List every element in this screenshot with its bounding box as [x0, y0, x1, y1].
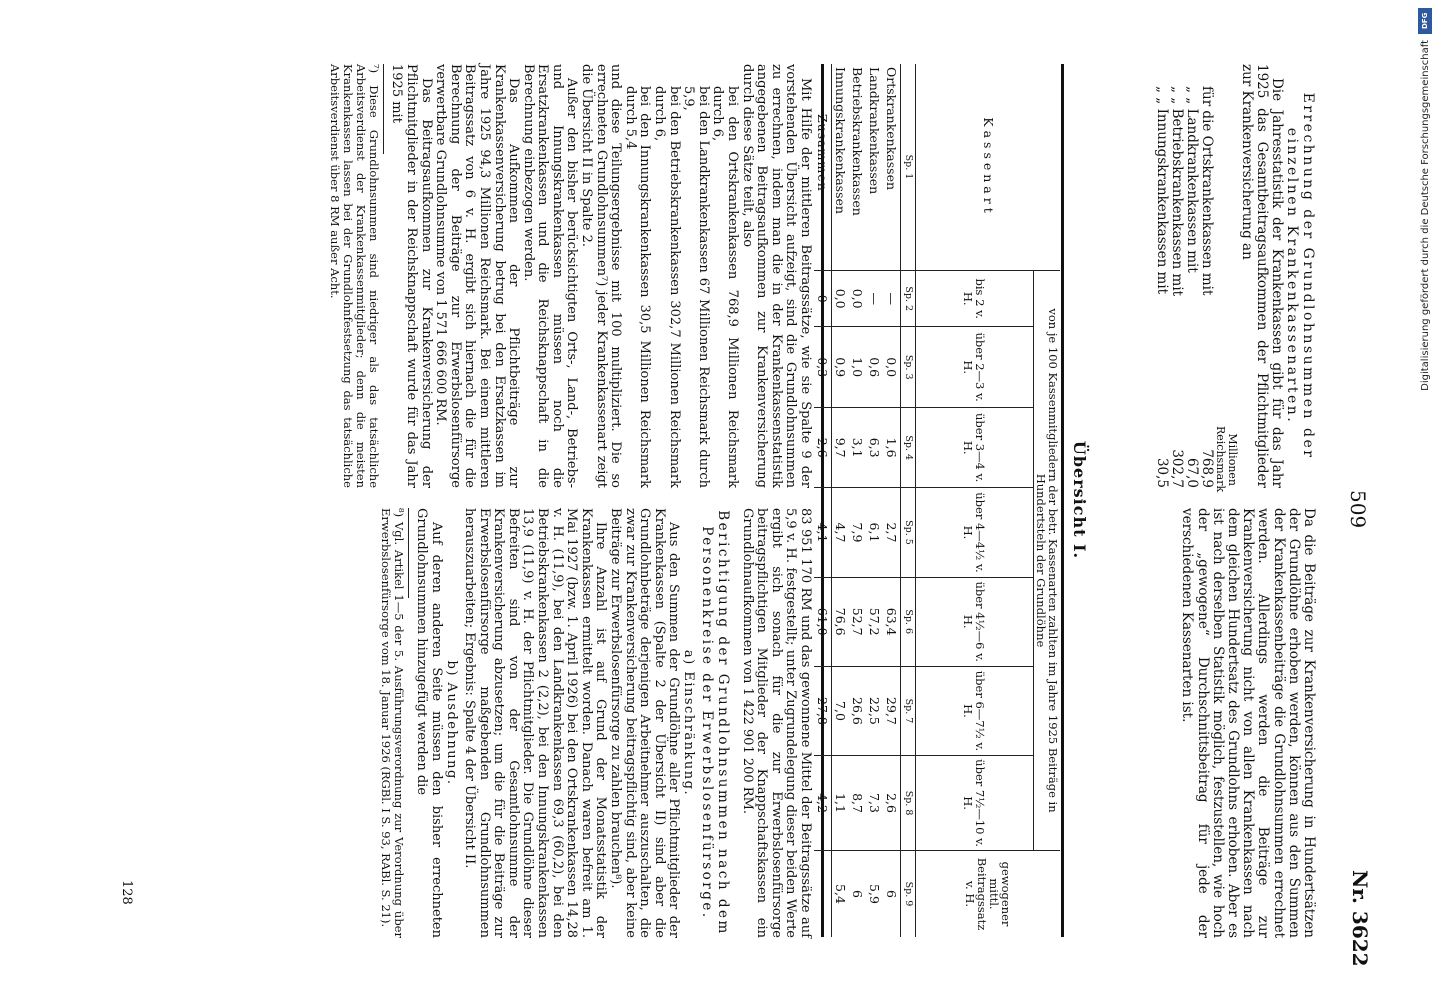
footnote: ⁷) Diese Grundlohnsummen sind niedriger als das tatsächliche Arbeitsverdienst der Krankenkassenmitglieder; denn die meisten Krankenkassen lassen bei der Grundlohnfestsetzung das tatsächliche Arbeitsverdienst über 8 RM außer Acht.: [327, 64, 381, 488]
page-number: 509: [1346, 490, 1370, 529]
section-heading-grundlohnsummen: Errechnung der Grundlohnsummen der einzelnen Krankenkassenarten.: [1284, 92, 1316, 460]
cell: 2,6: [814, 407, 832, 488]
footnote: ⁸) Vgl. Artikel 1—5 der 5. Ausführungsverordnung zur Verordnung über Erwerbslosenfürsorge vom 18. Januar 1926 (RGBl. I S. 93, RABl. S. 21).: [378, 508, 406, 938]
calc-line: bei den Betriebskrankenkassen 302,7 Millionen Reichsmark durch 6,: [652, 86, 682, 488]
paragraph: 83 951 170 RM und das gewonnene Mittel der Beitragssätze auf 5,9 v. H. festgestellt; unter Zugrundelegung dieser beiden Werte ergibt sich sonach für die zur Erwerbslosenfürsorge beitragspflichtigen Mitglieder der Knappschaftskassen ein Grundlohnaufkommen von 1 422 901 200 RM.: [739, 508, 813, 938]
paragraph: und diese Teilungsergebnisse mit 100 multipliziert. Die so errechneten Grundlohnsummen⁷) jeder Krankenkassenart zeigt die Übersicht II in Spalte 2.: [579, 64, 624, 488]
cell: 0: [814, 271, 832, 327]
dfg-logo: DFG: [1418, 8, 1432, 34]
table-title: Übersicht I.: [1070, 440, 1089, 560]
paragraph: Aus den Summen der Grundlöhne aller Pflichtmitglieder der Krankenkassen (Spalte 2 der Übersicht II) sind aber die Grundlohnbeträge derjenigen Arbeitnehmer auszuschalten, die zwar zur Krankenversicherung beitragspflichtig sind, aber keine Beiträge zur Erwerbslosenfürsorge zu zahlen brauchen⁸).: [608, 508, 682, 938]
cell: 26,6: [849, 666, 866, 755]
table-top-rule: [1061, 64, 1064, 937]
fund-list-row: „ „ Innungskrankenkassen mit 30,5: [1153, 86, 1170, 488]
cell: —: [866, 271, 883, 327]
header-group: von je 100 Kassenmitgliedern der betr. Kassenarten zahlten im Jahre 1925 Beiträge in Hundertsteln der Grundlöhne: [1034, 271, 1061, 851]
header-sp4: über 3—4 v. H.: [916, 407, 1034, 488]
subheading-a: a) Einschränkung.: [681, 649, 697, 797]
calc-line: bei den Ortskrankenkassen 768,9 Millionen Reichsmark durch 6,: [710, 86, 741, 488]
cell: 52,7: [849, 577, 866, 666]
cell: 2,6: [883, 756, 901, 851]
cell: 4,2: [814, 756, 832, 851]
cell: 4,7: [832, 488, 850, 577]
overview-table: [814, 64, 1060, 937]
cell: 0,6: [866, 327, 883, 408]
table-row: [849, 64, 866, 937]
spalte-label: Sp. 1: [901, 64, 916, 271]
cell: 5,4: [832, 851, 850, 938]
header-sp5: über 4—4½ v. H.: [916, 488, 1034, 577]
intro-paragraph-right: Da die Beiträge zur Krankenversicherung in Hundertsätzen der Grundlöhne erhoben werden, können aus den Summen der Krankenkassenbeiträge die Grundlohnsummen errechnet werden. Allerdings werden die Beiträge zur Krankenversicherung nicht von allen Krankenkassen nach dem gleichen Hundertsatz des Grundlohns erhoben. Aber es ist nach derselben Statistik möglich, festzustellen, wie hoch der „gewogene“ Durchschnittsbeitrag für jede der verschiedenen Kassenarten ist.: [1179, 508, 1317, 938]
fund-list: [1154, 64, 1215, 488]
row-name: Betriebskrankenkassen: [850, 67, 865, 216]
subheading-b: b) Ausdehnung.: [443, 660, 459, 786]
spalte-label: Sp. 6: [901, 577, 916, 666]
spalte-label: Sp. 3: [901, 327, 916, 408]
table-row: [832, 64, 850, 937]
header-sp9: gewogener mittl. Beitragssatz v. H.: [916, 851, 1061, 938]
cell: 6,3: [866, 407, 883, 488]
cell: 0,0: [849, 271, 866, 327]
spalte-label: Sp. 8: [901, 756, 916, 851]
paragraph: Das Beitragsaufkommen zur Krankenversicherung der Pflichtmitglieder in der Reichsknappschaft wurde für das Jahr 1925 mit: [389, 64, 434, 488]
cell: 29,7: [883, 666, 901, 755]
paragraph: Auf deren anderen Seite müssen den bisher errechneten Grundlohnsummen hinzugefügt werden die: [414, 508, 444, 938]
cell: 7,9: [849, 488, 866, 577]
digitization-note: Digitalisierung gefördert durch die Deutsche Forschungsgemeinschaft: [1420, 40, 1431, 391]
cell: 0,9: [832, 327, 850, 408]
table-total-row: [814, 64, 832, 937]
paragraph: Das Aufkommen der Pflichtbeiträge zur Krankenkassenversicherung betrug bei den Ersatzkassen im Jahre 1925 94,3 Millionen Reichsmark. Bei einem mittleren Beitragssatz von 6 v. H. ergibt sich hiernach die für die Berechnung der Beiträge zur Erwerbslosenfürsorge verwertbare Grundlohnsumme von 1 571 666 600 RM.: [433, 64, 522, 488]
left-top-column: [1153, 64, 1316, 493]
cell: 6: [849, 851, 866, 938]
intro-paragraph: Die Jahresstatistik der Krankenkassen gibt für das Jahr 1925 das Gesamtbeitragsaufkommen der Pflichtmitglieder zur Krankenversicherung an: [1238, 64, 1285, 488]
cell: 1,6: [883, 407, 901, 488]
paragraph: Ihre Anzahl ist auf Grund der Monatsstatistik der Krankenkassen ermittelt worden. Danach waren befreit am 1. Mai 1927 (bzw. 1. April 1926) bei den Ortskrankenkassen 14,28 v. H. (11,9), bei den Landkrankenkassen 69,3 (60,2), bei den Betriebskrankenkassen 2 (2,2), bei den Innungskrankenkassen 13,9 (11,9) v. H. der Pflichtmitglieder. Die Grundlöhne dieser Befreiten sind von der Gesamtlohnsumme der Krankenversicherung abzusetzen; um die für die Beiträge zur Erwerbslosenfürsorge maßgebenden Grundlohnsummen herauszuarbeiten; Ergebnis: Spalte 4 der Übersicht II.: [462, 508, 609, 938]
spalte-label: Sp. 7: [901, 666, 916, 755]
right-top-column: [1179, 508, 1316, 938]
cell: [814, 851, 832, 938]
cell: 3,1: [849, 407, 866, 488]
cell: 22,5: [866, 666, 883, 755]
paragraph: Mit Hilfe der mittleren Beitragssätze, wie sie Spalte 9 der vorstehenden Übersicht aufzeigt, sind die Grundlohnsummen zu errechnen, indem man die in der Krankenkassenstatistik angegebenen Beitragsaufkommen zur Krankenversicherung durch diese Sätze teilt, also: [739, 64, 813, 488]
table-row: [866, 64, 883, 937]
cell: 0,3: [814, 327, 832, 408]
header-sp2: bis 2 v. H.: [916, 271, 1034, 327]
right-bottom-column: [379, 508, 812, 938]
unit-label: Millionen Reichsmark: [1214, 426, 1240, 493]
section-heading-berichtigung: Berichtigung der Grundlohnsummen nach dem Personenkreise der Erwerbslosenfürsorge.: [699, 510, 732, 936]
cell: 7,3: [866, 756, 883, 851]
calc-line: bei den Landkrankenkassen 67 Millionen Reichsmark durch 5,9,: [681, 86, 711, 488]
cell: 1,0: [849, 327, 866, 408]
header-sp3: über 2—3 v. H.: [916, 327, 1034, 408]
issue-number: Nr. 3622: [1348, 870, 1372, 967]
cell: 0,0: [832, 271, 850, 327]
footer-number: 128: [119, 880, 134, 905]
fund-list-row: „ „ Landkrankenkassen mit 67,0: [1184, 86, 1201, 488]
spalte-label: Sp. 9: [901, 851, 916, 938]
spalte-label: Sp. 2: [901, 271, 916, 327]
row-name: Innungskrankenkassen: [833, 67, 848, 214]
header-sp7: über 6—7½ v. H.: [916, 666, 1034, 755]
cell: —: [883, 271, 901, 327]
table-row: [883, 64, 901, 937]
cell: 1,1: [832, 756, 850, 851]
cell: 8,7: [849, 756, 866, 851]
cell: 61,0: [814, 577, 832, 666]
fund-list-row: für die Ortskrankenkassen mit 768,9: [1199, 86, 1216, 488]
footnote-rule: [408, 508, 409, 598]
cell: 27,8: [814, 666, 832, 755]
paragraph: Außer den bisher berücksichtigten Orts-, Land-, Betriebs- und Innungskrankenkassen müssen noch die Ersatzkrankenkassen und die Reichsknappschaft in die Berechnung einbezogen werden.: [520, 64, 580, 488]
fund-list-row: „ „ Betriebskrankenkassen mit 302,7: [1168, 86, 1185, 488]
header-kassenart: Kassenart: [981, 117, 996, 217]
header-sp6: über 4½—6 v. H.: [916, 577, 1034, 666]
cell: 76,6: [832, 577, 850, 666]
cell: 57,2: [866, 577, 883, 666]
cell: 4,1: [814, 488, 832, 577]
cell: 7,0: [832, 666, 850, 755]
cell: 6: [883, 851, 901, 938]
cell: 6,1: [866, 488, 883, 577]
cell: 9,7: [832, 407, 850, 488]
footnote-rule: [383, 64, 384, 154]
spalte-label: Sp. 4: [901, 407, 916, 488]
calc-line: bei den Innungskrankenkassen 30,5 Millionen Reichsmark durch 5,4: [622, 86, 653, 488]
spalte-label: Sp. 5: [901, 488, 916, 577]
cell: 2,7: [883, 488, 901, 577]
header-sp8: über 7½—10 v. H.: [916, 756, 1034, 851]
cell: 0,0: [883, 327, 901, 408]
row-name: Landkrankenkassen: [867, 67, 882, 195]
cell: 5,9: [866, 851, 883, 938]
left-bottom-column: [328, 64, 812, 488]
total-name: Zusammen: [814, 64, 832, 271]
row-name: Ortskrankenkassen: [884, 67, 899, 191]
cell: 63,4: [883, 577, 901, 666]
